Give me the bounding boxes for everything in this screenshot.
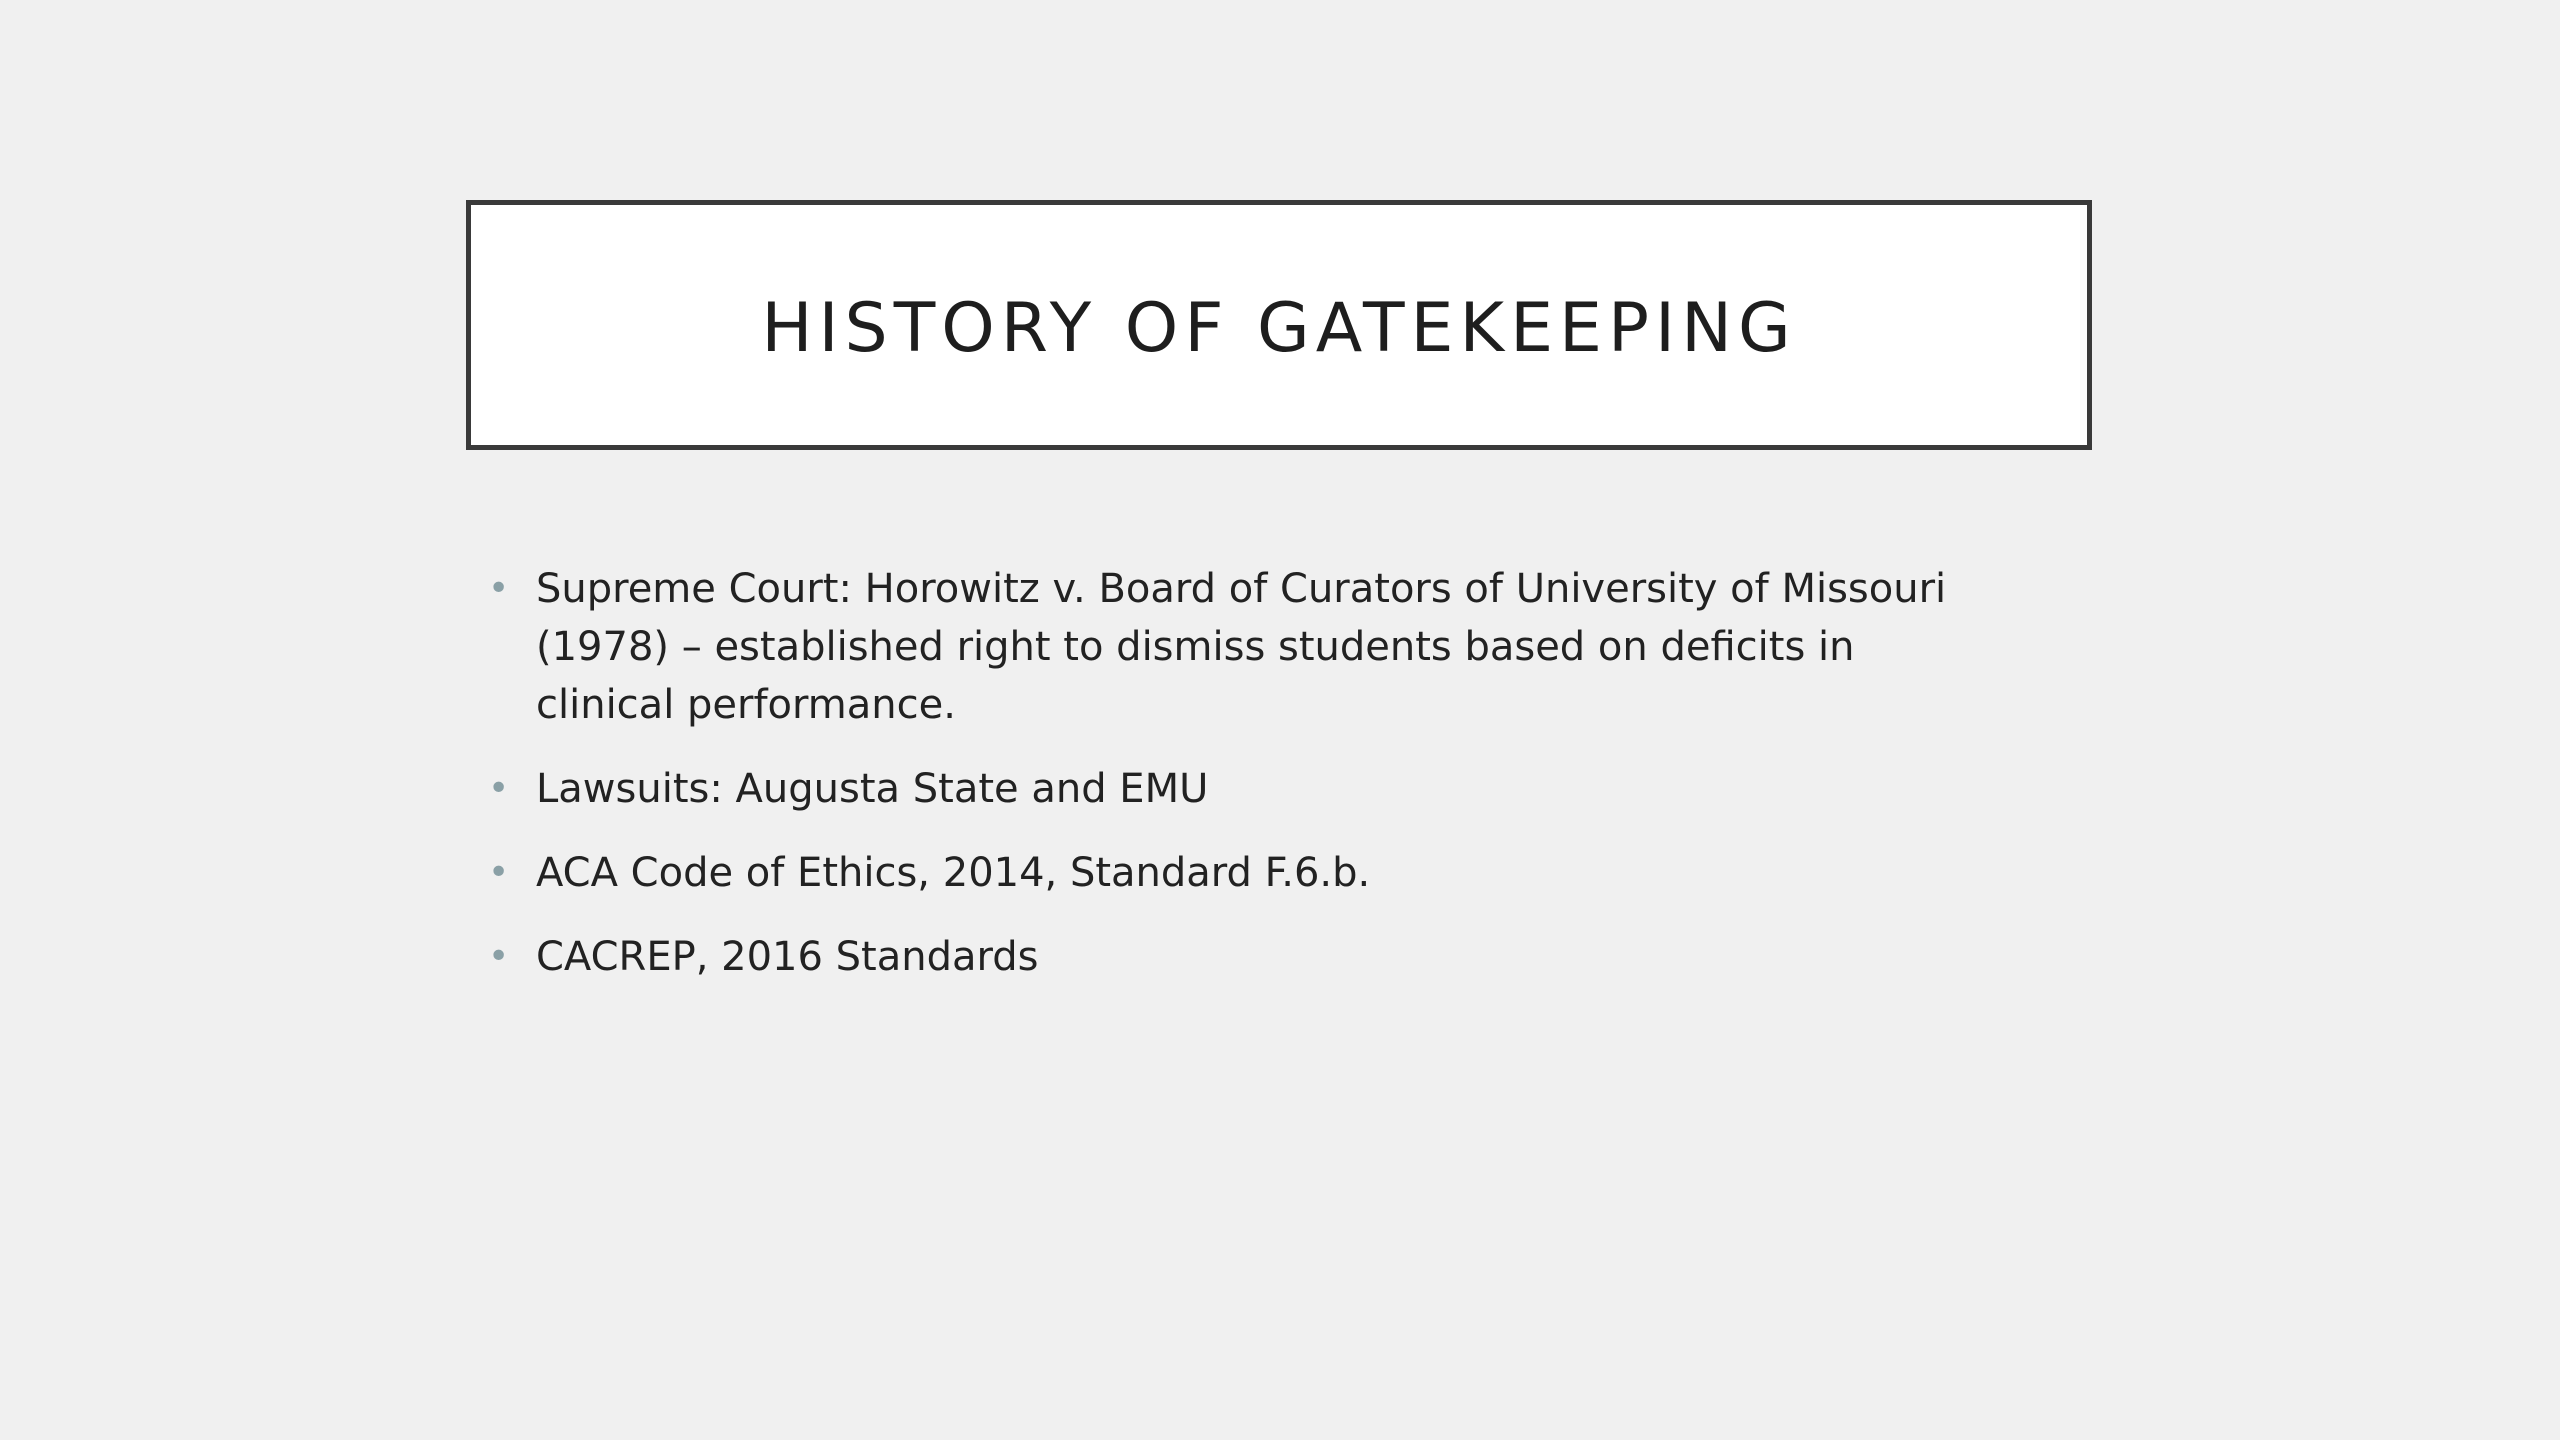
- bullet-marker-icon: •: [488, 768, 510, 809]
- bullet-marker-icon: •: [488, 852, 510, 893]
- bullet-text: Lawsuits: Augusta State and EMU: [536, 766, 1209, 812]
- bullet-item-lawsuits: [480, 760, 2000, 818]
- bullet-item-supreme-court: [480, 560, 2000, 734]
- bullet-list: [480, 560, 2000, 1012]
- bullet-text: Supreme Court: Horowitz v. Board of Curators of University of Missouri (1978) – established right to dismiss students based on deficits in clinical performance.: [536, 566, 1947, 728]
- bullet-item-cacrep: [480, 928, 2000, 986]
- bullet-marker-icon: •: [488, 568, 510, 609]
- bullet-marker-icon: •: [488, 936, 510, 977]
- bullet-text: CACREP, 2016 Standards: [536, 934, 1039, 980]
- bullet-text: ACA Code of Ethics, 2014, Standard F.6.b.: [536, 850, 1371, 896]
- bullet-item-aca-code: [480, 844, 2000, 902]
- title-box: [466, 200, 2092, 450]
- slide-title: HISTORY OF GATEKEEPING: [761, 288, 1797, 368]
